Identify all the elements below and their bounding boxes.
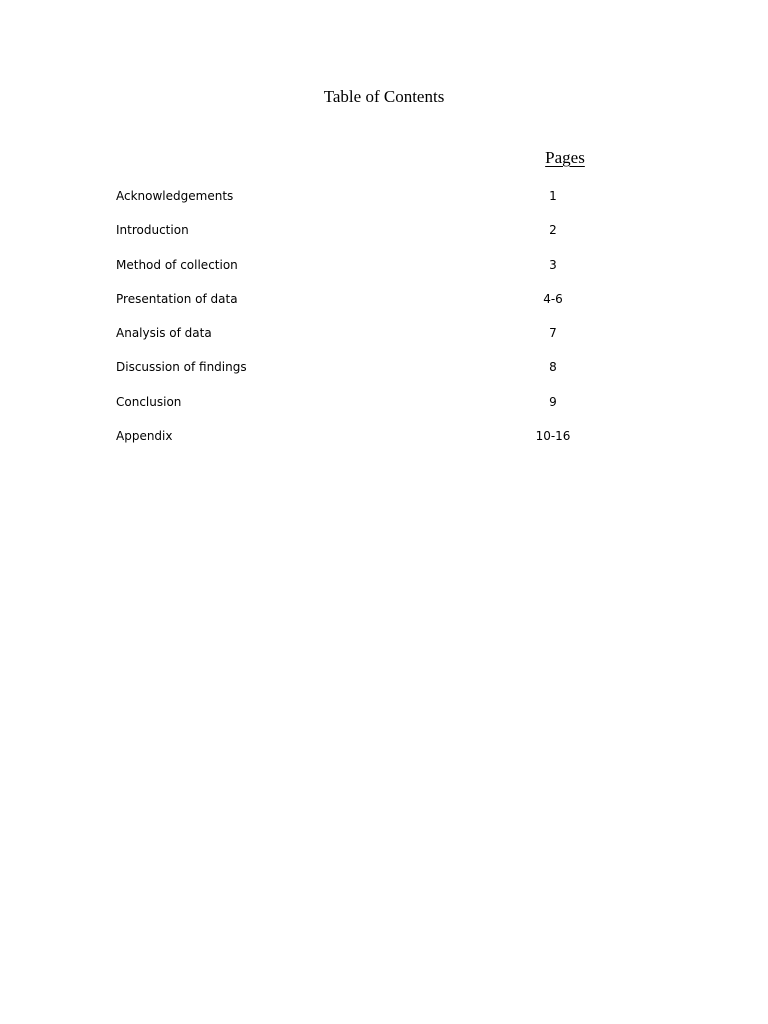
toc-row-appendix — [116, 426, 596, 460]
page-title: Table of Contents — [323, 87, 445, 106]
toc-entry-page: 2 — [549, 223, 557, 238]
toc-entry-page: 9 — [549, 394, 557, 409]
toc-entry-label: Discussion of findings — [116, 360, 247, 375]
pages-column-header: Pages — [545, 148, 585, 167]
toc-list — [116, 186, 596, 460]
toc-entry-page: 7 — [549, 326, 557, 341]
toc-row-analysis-of-data — [116, 323, 596, 357]
toc-entry-page: 3 — [549, 257, 557, 272]
toc-entry-label: Presentation of data — [116, 291, 238, 306]
toc-row-presentation-of-data — [116, 289, 596, 323]
toc-entry-page: 10-16 — [535, 429, 571, 444]
toc-entry-label: Method of collection — [116, 257, 238, 272]
toc-row-acknowledgements — [116, 186, 596, 220]
toc-row-discussion-of-findings — [116, 357, 596, 391]
toc-row-conclusion — [116, 392, 596, 426]
toc-entry-label: Introduction — [116, 223, 189, 238]
toc-entry-label: Analysis of data — [116, 326, 212, 341]
toc-entry-page: 4-6 — [543, 291, 563, 306]
toc-row-method-of-collection — [116, 255, 596, 289]
toc-entry-label: Acknowledgements — [116, 189, 234, 203]
toc-entry-page: 1 — [549, 189, 557, 203]
toc-row-introduction — [116, 220, 596, 254]
toc-entry-page: 8 — [549, 360, 557, 375]
toc-entry-label: Conclusion — [116, 394, 182, 409]
toc-entry-label: Appendix — [116, 429, 173, 444]
